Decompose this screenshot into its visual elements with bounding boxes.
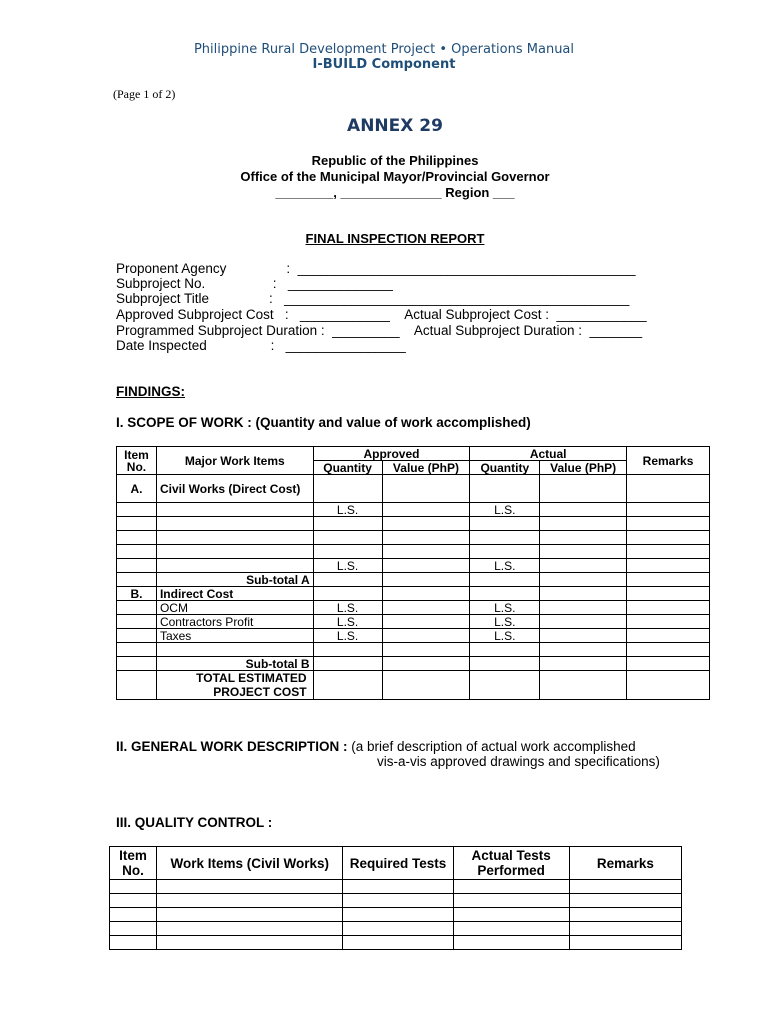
table-row [117, 573, 710, 587]
ls-cell: L.S. [470, 615, 540, 629]
general-desc-1: (a brief description of actual work accomplished [347, 739, 636, 754]
col-approved-qty: Quantity [313, 461, 382, 475]
ls-cell: L.S. [313, 629, 382, 643]
info-subproject-title: Subproject Title : ______________________________________________ [116, 291, 630, 306]
ls-cell: L.S. [470, 503, 540, 517]
ls-cell: L.S. [470, 629, 540, 643]
manual-header: Philippine Rural Development Project • Operations Manual [193, 42, 575, 57]
profit-label: Contractors Profit [156, 615, 313, 629]
col-actual-value: Value (PhP) [540, 461, 627, 475]
table-row [110, 847, 682, 880]
table-row [110, 894, 682, 908]
subtotal-a: Sub-total A [156, 573, 313, 587]
qc-col-item-no: Item No. [110, 847, 157, 880]
subtotal-b: Sub-total B [156, 657, 313, 671]
findings-heading: FINDINGS: [116, 384, 185, 399]
quality-control-table [109, 846, 682, 950]
item-a: A. [117, 475, 157, 503]
table-row [110, 922, 682, 936]
office-line: Office of the Municipal Mayor/Provincial Governor [240, 169, 550, 184]
taxes-label: Taxes [156, 629, 313, 643]
table-row [117, 503, 710, 517]
col-item-no: Item No. [117, 447, 157, 475]
col-approved: Approved [313, 447, 470, 461]
page-number: (Page 1 of 2) [113, 87, 176, 101]
general-label: II. GENERAL WORK DESCRIPTION : [116, 739, 348, 754]
info-subproject-no: Subproject No. : ______________ [116, 276, 393, 291]
table-row [117, 587, 710, 601]
general-desc-2: vis-a-vis approved drawings and specifications) [377, 754, 660, 769]
ls-cell: L.S. [313, 559, 382, 573]
total-cost-label: TOTAL ESTIMATED PROJECT COST [156, 671, 313, 700]
info-duration: Programmed Subproject Duration : _________ Actual Subproject Duration : _______ [116, 323, 643, 338]
table-row [117, 531, 710, 545]
table-row [117, 629, 710, 643]
table-row [117, 517, 710, 531]
ls-cell: L.S. [313, 503, 382, 517]
info-proponent: Proponent Agency : _____________________________________________ [116, 261, 636, 276]
table-row [117, 601, 710, 615]
info-cost: Approved Subproject Cost : ____________ Actual Subproject Cost : ____________ [116, 307, 647, 322]
col-approved-value: Value (PhP) [382, 461, 470, 475]
table-row [117, 671, 710, 700]
component-header: I-BUILD Component [312, 57, 456, 72]
annex-title: ANNEX 29 [347, 116, 443, 136]
qc-col-actual: Actual Tests Performed [453, 847, 569, 880]
qc-col-work-items: Work Items (Civil Works) [157, 847, 343, 880]
qc-col-required: Required Tests [343, 847, 453, 880]
indirect-cost-label: Indirect Cost [156, 587, 313, 601]
table-row [110, 936, 682, 950]
civil-works-label: Civil Works (Direct Cost) [156, 475, 313, 503]
quality-control-heading: III. QUALITY CONTROL : [116, 815, 273, 830]
table-row [117, 475, 710, 503]
scope-heading: I. SCOPE OF WORK : (Quantity and value of work accomplished) [116, 415, 531, 430]
table-row [117, 657, 710, 671]
table-row [117, 545, 710, 559]
col-remarks: Remarks [627, 447, 710, 475]
col-major-work: Major Work Items [156, 447, 313, 475]
location-line: ________, ______________ Region ___ [275, 185, 515, 200]
table-row [117, 643, 710, 657]
ls-cell: L.S. [313, 615, 382, 629]
general-description [116, 739, 636, 754]
col-actual: Actual [470, 447, 627, 461]
ls-cell: L.S. [470, 559, 540, 573]
table-row [117, 559, 710, 573]
item-b: B. [117, 587, 157, 601]
col-actual-qty: Quantity [470, 461, 540, 475]
republic-line: Republic of the Philippines [311, 153, 479, 168]
ls-cell: L.S. [470, 601, 540, 615]
ls-cell: L.S. [313, 601, 382, 615]
table-row [110, 908, 682, 922]
table-row [110, 880, 682, 894]
scope-table [116, 446, 710, 700]
table-row [117, 615, 710, 629]
report-title: FINAL INSPECTION REPORT [305, 231, 485, 246]
table-row [117, 447, 710, 461]
qc-col-remarks: Remarks [569, 847, 681, 880]
ocm-label: OCM [156, 601, 313, 615]
info-date: Date Inspected : ________________ [116, 338, 406, 353]
